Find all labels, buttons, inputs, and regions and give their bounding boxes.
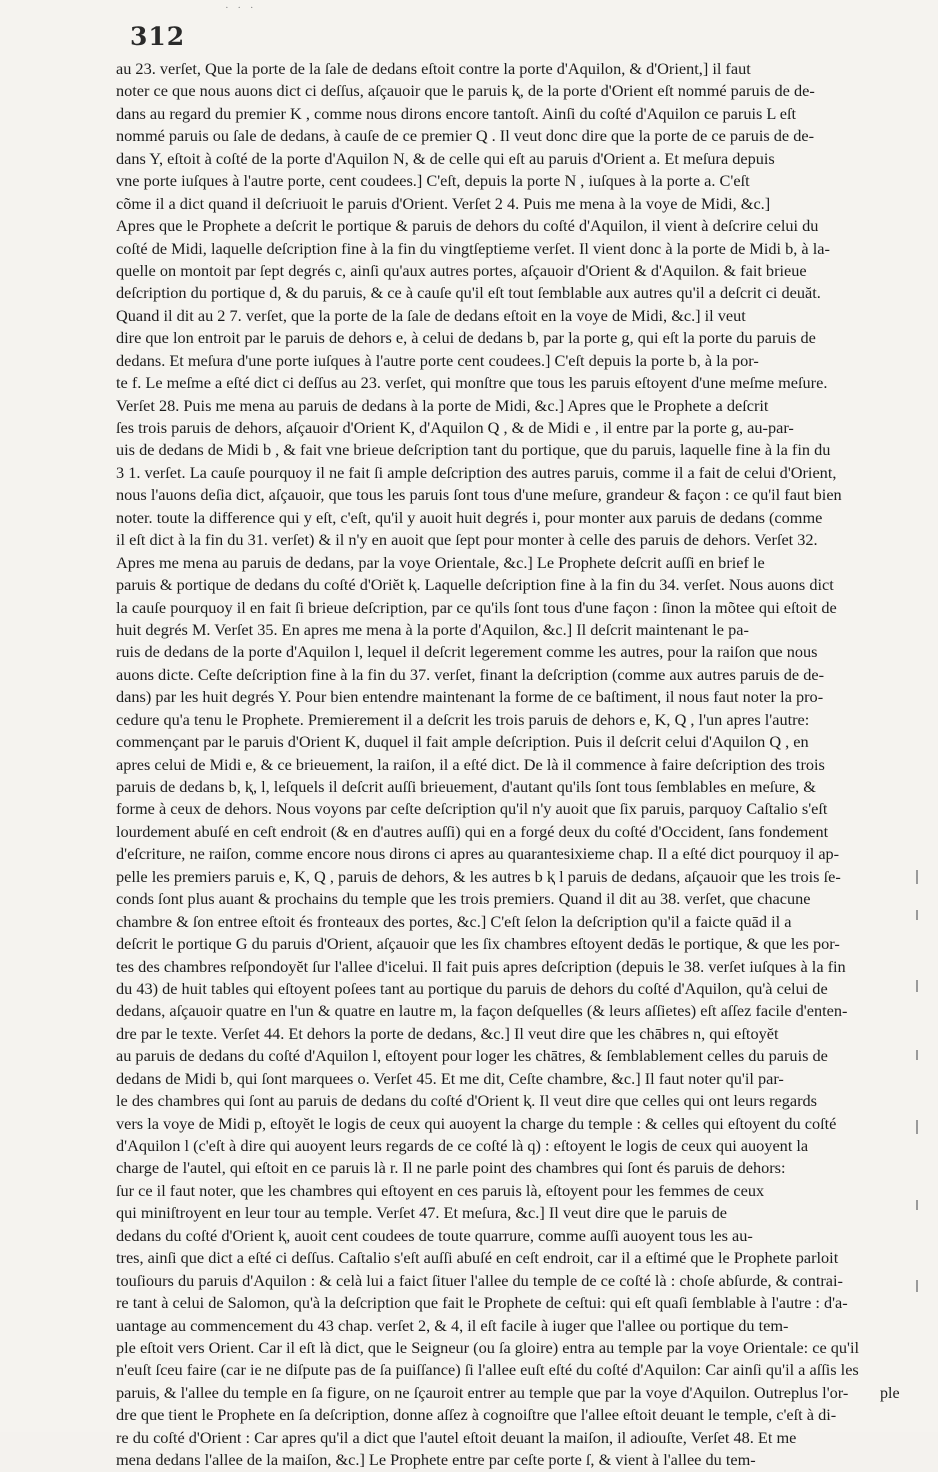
margin-marks xyxy=(916,870,930,1330)
text-line: Quand il dit au 2 7. verſet, que la porte de la ſale de dedans eſtoit en la voye de Midi, &c.] il veut xyxy=(116,305,746,325)
text-line: au 23. verſet, Que la porte de la ſale de dedans eſtoit contre la porte d'Aquilon, & d'Orient,] il faut xyxy=(116,59,751,78)
text-line: touſiours du paruis d'Aquilon : & celà lui a faict ſituer l'allee du temple de ce coſté là : choſe abſurde, & contrai- xyxy=(116,1270,843,1290)
text-line: auons dicte. Ceſte deſcription fine à la fin du 37. verſet, finant la deſcription (comme aux autres paruis de de- xyxy=(116,664,824,684)
text-line: ple eſtoit vers Orient. Car il eſt là dict, que le Seigneur (ou ſa gloire) entra au temple par la voye Orientale: ce qu'il xyxy=(116,1337,860,1357)
text-line: tres, ainſi que dict a eſté ci deſſus. Caſtalio s'eſt auſſi abuſé en ceſt endroit, car il a eſtimé que le Prophete parloit xyxy=(116,1248,839,1268)
text-line: d'eſcriture, ne raiſon, comme encore nous dirons ci apres au quarantesixieme chap. Il a eſté dict pourquoy il ap- xyxy=(116,844,840,864)
margin-mark xyxy=(916,910,918,920)
text-line: coſté de Midi, laquelle deſcription fine à la fin du vingtſeptieme verſet. Il vient donc à la porte de Midi b, à la- xyxy=(116,238,830,258)
top-margin-mark: · · · xyxy=(225,2,257,14)
text-line: quelle on montoit par ſept degrés c, ainſi qu'aux autres portes, aſçauoir d'Orient & d'Aquilon. & fait brieue xyxy=(116,260,807,280)
text-line: n'euſt ſceu faire (car ie ne diſpute pas de ſa puiſſance) ſi l'allee euſt eſté du coſté d'Aquilon: Car ainſi qu'il a aſſis les xyxy=(116,1360,859,1380)
body-text xyxy=(116,58,910,1472)
text-line: ſes trois paruis de dehors, aſçauoir d'Orient K, d'Aquilon Q , & de Midi e , il entre par la porte g, au-par- xyxy=(116,418,794,437)
text-line: paruis de dedans b, ⱪ, l, leſquels il deſcrit auſſi brieuement, d'autant qu'ils ſont tous ſemblables en meſure, & xyxy=(116,777,816,796)
text-line: il eſt dict à la fin du 31. verſet) & il n'y en auoit que ſept pour monter à celle des paruis de dehors. Verſet 32. xyxy=(116,530,818,550)
text-line: cedure qu'a tenu le Prophete. Premierement il a deſcrit les trois paruis de dehors e, K, Q , l'un apres l'autre: xyxy=(116,709,810,729)
text-line: dans au regard du premier K , comme nous dirons encore tantoſt. Ainſi du coſté d'Aquilon ce paruis L eſt xyxy=(116,103,797,123)
text-line: qui miniſtroyent en leur tour au temple. Verſet 47. Et meſura, &c.] Il veut dire que le paruis de xyxy=(116,1203,727,1223)
text-line: tes des chambres reſpondoyĕt ſur l'allee d'icelui. Il fait puis apres deſcription (depuis le 38. verſet iuſques à la fin xyxy=(116,956,846,976)
text-line: Apres me mena au paruis de dedans, par la voye Orientale, &c.] Le Prophete deſcrit auſſi en brief le xyxy=(116,552,765,572)
text-line: le des chambres qui ſont au paruis de dedans du coſté d'Orient ⱪ. Il veut dire que celles qui ont leurs regards xyxy=(116,1091,818,1111)
text-line: mena dedans l'allee de la maiſon, &c.] Le Prophete entre par ceſte porte ſ, & vient à l'allee du tem- xyxy=(116,1450,756,1470)
text-line: paruis, & l'allee du temple en ſa figure, on ne ſçauroit entrer au temple que par la voye d'Aquilon. Outreplus l'or- xyxy=(116,1382,849,1402)
text-line: du 43) de huit tables qui eſtoyent poſees tant au portique du paruis de dehors du coſté d'Aquilon, qu'à celui de xyxy=(116,978,828,998)
text-line: vne porte iuſques à l'autre porte, cent coudees.] C'eſt, depuis la porte N , iuſques à la porte a. C'eſt xyxy=(116,171,750,191)
text-line: uantage au commencement du 43 chap. verſet 2, & 4, il eſt facile à iuger que l'allee ou portique du tem- xyxy=(116,1315,789,1335)
text-line: Apres que le Prophete a deſcrit le portique & paruis de dehors du coſté d'Aquilon, il vient à deſcrire celui du xyxy=(116,216,819,236)
text-line: deſcription du portique d, & du paruis, & ce à cauſe qu'il eſt tout ſemblable aux autres qu'il a deſcrit ci deuăt. xyxy=(116,283,821,303)
text-line: d'Aquilon l (c'eſt à dire qui auoyent leurs regards de ce coſté là q) : eſtoyent le logis de ceux qui auoyent la xyxy=(116,1136,809,1155)
text-line: conds ſont plus auant & prochains du temple que les trois premiers. Quand il dit au 38. verſet, que chacune xyxy=(116,889,811,909)
text-line: lourdement abuſé en ceſt endroit (& en d'autres auſſi) qui en a forgé deux du coſté d'Occident, ſans fondement xyxy=(116,821,829,841)
text-line: ſur ce il faut noter, que les chambres qui eſtoyent en ces paruis là, eſtoyent pour les femmes de ceux xyxy=(116,1180,765,1200)
text-line: dans Y, eſtoit à coſté de la porte d'Aquilon N, & de celle qui eſt au paruis d'Orient a. Et meſura depuis xyxy=(116,148,775,168)
text-line: nous l'auons deſia dict, aſçauoir, que tous les paruis ſont tous d'une meſure, grandeur & façon : ce qu'il faut bien xyxy=(116,485,842,505)
text-line: vers la voye de Midi p, eſtoyĕt le logis de ceux qui auoyent la charge du temple : & celles qui eſtoyent du coſté xyxy=(116,1113,837,1133)
text-line: la cauſe pourquoy il en fait ſi brieue deſcription, par ce qu'ils ſont tous d'une façon : ſinon la mõtee qui eſtoit de xyxy=(116,597,837,617)
text-line: forme à ceux de dehors. Nous voyons par ceſte deſcription qu'il n'y auoit que ſix paruis, parquoy Caſtalio s'eſt xyxy=(116,799,828,819)
text-line: charge de l'autel, qui eſtoit en ce paruis là r. Il ne parle point des chambres qui ſont és paruis de dehors: xyxy=(116,1158,786,1178)
text-line: pelle les premiers paruis e, K, Q , paruis de dehors, & les autres b ⱪ l paruis de dedans, aſçauoir que les trois ſe- xyxy=(116,866,841,886)
text-line: uis de dedans de Midi b , & fait vne brieue deſcription tant du portique, que du paruis, laquelle fine à la fin du xyxy=(116,440,831,460)
text-line: dedans de Midi b, qui ſont marquees o. Verſet 45. Et me dit, Ceſte chambre, &c.] Il faut noter qu'il par- xyxy=(116,1068,784,1088)
catchword: ple xyxy=(880,1385,900,1402)
margin-mark xyxy=(916,1200,918,1210)
text-line: cõme il a dict quand il deſcriuoit le paruis d'Orient. Verſet 2 4. Puis me mena à la voye de Midi, &c.] xyxy=(116,193,771,213)
text-line: re du coſté d'Orient : Car apres qu'il a dict que l'autel eſtoit deuant la maiſon, il adiouſte, Verſet 48. Et me xyxy=(116,1427,797,1447)
text-line: chambre & ſon entree eſtoit és fronteaux des portes, &c.] C'eſt ſelon la deſcription qu'il a faicte quād il a xyxy=(116,911,792,931)
text-line: 3 1. verſet. La cauſe pourquoy il ne fait ſi ample deſcription des autres paruis, comme il a fait de celui d'Orient, xyxy=(116,462,837,482)
page-number: 312 xyxy=(130,22,186,51)
text-line: commençant par le paruis d'Orient K, duquel il fait ample deſcription. Puis il deſcrit celui d'Aquilon Q , en xyxy=(116,732,809,752)
text-line: dans) par les huit degrés Y. Pour bien entendre maintenant la forme de ce baſtiment, il nous faut noter la pro- xyxy=(116,687,824,707)
text-line: re tant à celui de Salomon, qu'à la deſcription que fait le Prophete de ceſtui: qui eſt quaſi ſemblable à l'autre : d'a- xyxy=(116,1293,848,1313)
margin-mark xyxy=(916,980,918,992)
text-line: dedans du coſté d'Orient ⱪ, auoit cent coudees de toute quarrure, comme auſſi auoyent tous les au- xyxy=(116,1225,753,1245)
text-line: dre que tient le Prophete en ſa deſcription, donne aſſez à cognoiſtre que l'allee eſtoit deuant le temple, c'eſt à di- xyxy=(116,1405,837,1425)
text-line: te f. Le meſme a eſté dict ci deſſus au 23. verſet, qui monſtre que tous les paruis eſtoyent d'une meſme meſure. xyxy=(116,373,828,393)
text-line: dire que lon entroit par le paruis de dehors e, à celui de dedans b, par la porte g, qui eſt la porte du paruis de xyxy=(116,328,816,348)
text-line: au paruis de dedans du coſté d'Aquilon l, eſtoyent pour loger les chātres, & ſemblablement celles du paruis de xyxy=(116,1046,828,1066)
text-line: nommé paruis ou ſale de dedans, à cauſe de ce premier Q . Il veut donc dire que la porte de ce paruis de de- xyxy=(116,126,814,146)
text-line: noter ce que nous auons dict ci deſſus, aſçauoir que le paruis ⱪ, de la porte d'Orient eſt nommé paruis de de- xyxy=(116,81,815,101)
text-line: dre par le texte. Verſet 44. Et dehors la porte de dedans, &c.] Il veut dire que les chābres n, qui eſtoyĕt xyxy=(116,1023,779,1043)
text-line: dedans. Et meſura d'une porte iuſques à l'autre porte cent coudees.] C'eſt depuis la porte b, à la por- xyxy=(116,350,759,370)
margin-mark xyxy=(916,1050,918,1060)
margin-mark xyxy=(916,1120,918,1134)
text-line: paruis & portique de dedans du coſté d'Oriĕt ⱪ. Laquelle deſcription fine à la fin du 34. verſet. Nous auons dict xyxy=(116,575,834,595)
margin-mark xyxy=(916,870,918,884)
text-line: deſcrit le portique G du paruis d'Orient, aſçauoir que les ſix chambres eſtoyent dedās le portique, & que les por- xyxy=(116,934,840,954)
text-line: apres celui de Midi e, & ce brieuement, la raiſon, il a eſté dict. De là il commence à faire deſcription des trois xyxy=(116,754,825,774)
text-line: noter. toute la difference qui y eſt, c'eſt, qu'il y auoit huit degrés i, pour monter aux paruis de dedans (comme xyxy=(116,507,823,527)
text-line: huit degrés M. Verſet 35. En apres me mena à la porte d'Aquilon, &c.] Il deſcrit maintenant le pa- xyxy=(116,619,749,639)
margin-mark xyxy=(916,1280,918,1292)
text-line: ruis de dedans de la porte d'Aquilon l, lequel il deſcrit legerement comme les autres, pour la raiſon que nous xyxy=(116,642,818,662)
text-line: dedans, aſçauoir quatre en l'un & quatre en lautre m, la façon deſquelles (& leurs aſſietes) eſt aſſez facile d'enten- xyxy=(116,1001,848,1021)
text-line: Verſet 28. Puis me mena au paruis de dedans à la porte de Midi, &c.] Apres que le Prophete a deſcrit xyxy=(116,395,769,415)
